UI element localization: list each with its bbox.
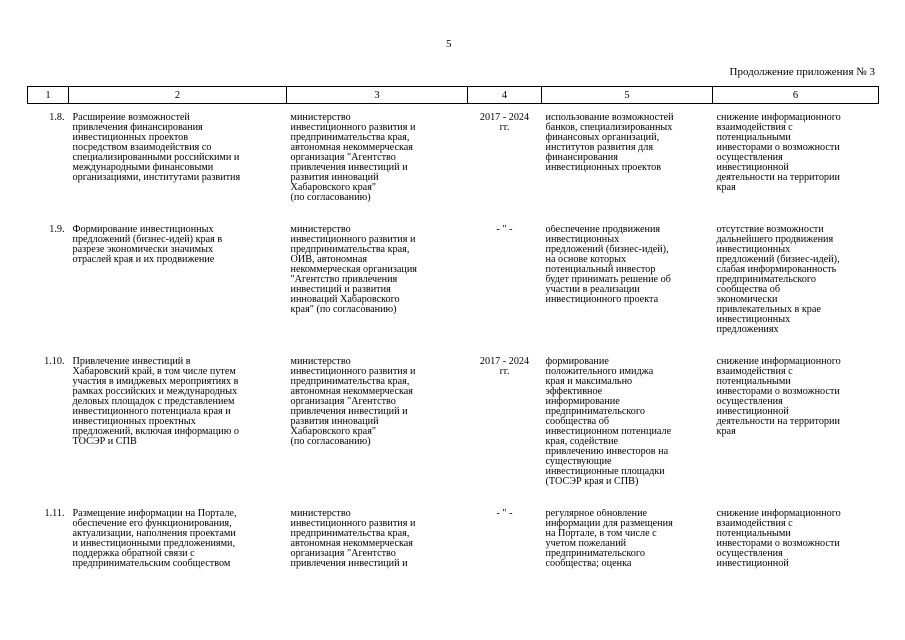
responsible-cell: министерство инвестиционного развития и предпринимательства края, автономная некоммерческая организация "Агентство привлечения инвестиций и	[290, 509, 416, 569]
result-cell: использование возможностей банков, специализированных финансовых организаций, институтов развития для финансирования инвестиционных проектов	[545, 112, 674, 173]
appendix-continuation-note: Продолжение приложения № 3	[729, 66, 875, 78]
measure-cell: Привлечение инвестиций в Хабаровский край, в том числе путем участия в имиджевых мероприятиях в рамках российских и международных деловых площадок с представлением инвестиционного потенциала края и инвестиционных проектных предложений, включая информацию о ТОСЭР и СПВ	[72, 357, 239, 447]
table-row	[28, 225, 879, 357]
column-header-1: 1	[28, 87, 69, 104]
result-cell: формирование положительного имиджа края и максимально эффективное информирование предпринимательского сообщества об инвестиционном потенциале края, содействие привлечению инвесторов на существующие инвестиционные площадки (ТОСЭР края и СПВ)	[545, 357, 672, 487]
column-header-5: 5	[542, 87, 713, 104]
result-cell: регулярное обновление информации для размещения на Портале, в том числе с учетом пожеланий предпринимательского сообщества; оценка	[545, 509, 673, 569]
period-cell: 2017 - 2024 гг.	[479, 112, 530, 133]
measure-cell: Размещение информации на Портале, обеспечение его функционирования, актуализации, наполнения проектами и инвестиционными предложениями, поддержка обратной связи с предпринимательским сообществом	[72, 509, 237, 569]
responsible-cell: министерство инвестиционного развития и предпринимательства края, автономная некоммерческая организация "Агентство привлечения инвестиций и развития инноваций Хабаровского края" (по согласованию)	[290, 112, 416, 203]
row-number: 1.9.	[49, 225, 65, 235]
column-header-3: 3	[287, 87, 468, 104]
period-cell: - " -	[496, 509, 513, 519]
page-number: 5	[446, 38, 452, 50]
row-number: 1.10.	[44, 357, 65, 367]
consequence-cell: снижение информационного взаимодействия с потенциальными инвесторами о возможности осуществления инвестиционной деятельности на территории края	[716, 112, 841, 193]
measure-cell: Формирование инвестиционных предложений (бизнес-идей) края в разрезе экономически значимых отраслей края и их продвижение	[72, 225, 223, 265]
column-header-2: 2	[69, 87, 287, 104]
consequence-cell: отсутствие возможности дальнейшего продвижения инвестиционных предложений (бизнес-идей), слабая информированность предпринимательского сообщества об экономически привлекательных в крае инвестиционных предложениях	[716, 225, 840, 335]
measures-table	[27, 86, 879, 591]
period-cell: 2017 - 2024 гг.	[479, 357, 530, 377]
responsible-cell: министерство инвестиционного развития и предпринимательства края, ОИВ, автономная некоммерческая организация "Агентство привлечения инвестиций и развития инноваций Хабаровского края" (по согласованию)	[290, 225, 417, 315]
responsible-cell: министерство инвестиционного развития и предпринимательства края, автономная некоммерческая организация "Агентство привлечения инвестиций и развития инноваций Хабаровского края" (по согласованию)	[290, 357, 416, 447]
row-number: 1.11.	[44, 509, 65, 519]
table-row	[28, 357, 879, 509]
table-row	[28, 104, 879, 226]
column-header-6: 6	[713, 87, 879, 104]
measure-cell: Расширение возможностей привлечения финансирования инвестиционных проектов посредством взаимодействия со специализированными российскими и международными финансовыми организациями, институтами развития	[72, 112, 241, 183]
consequence-cell: снижение информационного взаимодействия с потенциальными инвесторами о возможности осуществления инвестиционной деятельности на территории края	[716, 357, 841, 437]
column-header-4: 4	[468, 87, 542, 104]
row-number: 1.8.	[49, 112, 65, 123]
consequence-cell: снижение информационного взаимодействия с потенциальными инвесторами о возможности осуществления инвестиционной	[716, 509, 841, 569]
table-row	[28, 509, 879, 591]
period-cell: - " -	[496, 225, 513, 235]
result-cell: обеспечение продвижения инвестиционных предложений (бизнес-идей), на основе которых потенциальный инвестор будет принимать решение об участии в реализации инвестиционного проекта	[545, 225, 671, 305]
table-header-row	[28, 87, 879, 104]
